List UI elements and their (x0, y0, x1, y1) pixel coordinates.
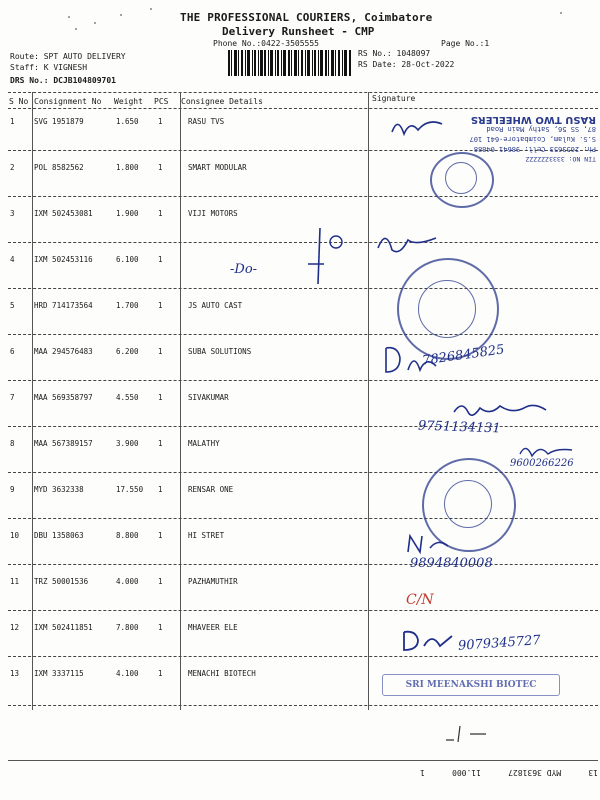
row-pcs: 1 (158, 163, 163, 172)
row-pcs: 1 (158, 623, 163, 632)
table-top-rule (8, 92, 598, 93)
column-divider (368, 92, 369, 710)
row-weight: 4.550 (116, 393, 139, 402)
row-weight: 1.900 (116, 209, 139, 218)
scan-speck (120, 14, 122, 16)
row-consignee: SIVAKUMAR (188, 393, 229, 402)
scan-speck (150, 8, 152, 10)
row-consignee: RASU TVS (188, 117, 225, 126)
footer-pcs: 1 (420, 768, 425, 778)
col-header-sno: S No (9, 97, 29, 106)
row-consignment: MYD 3632338 (34, 485, 84, 494)
row-separator (8, 334, 598, 335)
row-consignment: IXM 502453081 (34, 209, 93, 218)
signature-mark (404, 530, 454, 556)
row-separator (8, 610, 598, 611)
row-sno: 1 (10, 117, 15, 126)
row-sno: 2 (10, 163, 15, 172)
row-weight: 3.900 (116, 439, 139, 448)
document-subtitle: Delivery Runsheet - CMP (222, 25, 375, 38)
phone-number: Phone No.:0422-3505555 (213, 39, 319, 48)
row-pcs: 1 (158, 255, 163, 264)
footer-weight: 11.000 (452, 768, 481, 778)
row-consignee: MENACHI BIOTECH (188, 669, 256, 678)
row-sno: 11 (10, 577, 20, 586)
row-consignee: VIJI MOTORS (188, 209, 238, 218)
security-stamp-inner (418, 280, 476, 338)
row-separator (8, 426, 598, 427)
rs-date: RS Date: 28-Oct-2022 (358, 60, 455, 69)
page-number: Page No.:1 (441, 39, 490, 48)
row-consignment: POL 8582562 (34, 163, 84, 172)
row-consignment: DBU 1358063 (34, 531, 84, 540)
column-divider (180, 92, 181, 710)
row-sno: 13 (10, 669, 20, 678)
row-consignment: MAA 567389157 (34, 439, 93, 448)
row-weight: 8.800 (116, 531, 139, 540)
row-weight: 1.800 (116, 163, 139, 172)
col-header-signature: Signature (372, 94, 416, 103)
row-sno: 6 (10, 347, 15, 356)
stamp-address-phone: Ph: 2653653 Cell: 98641 04888 (473, 145, 596, 153)
row-separator (8, 564, 598, 565)
runsheet-barcode (228, 50, 351, 76)
row-sno: 12 (10, 623, 20, 632)
row-sno: 7 (10, 393, 15, 402)
row-separator (8, 656, 598, 657)
footer-ref: MYD 3631827 (508, 768, 562, 778)
row-consignment: IXM 502453116 (34, 255, 93, 264)
company-name-stamp: SRI MEENAKSHI BIOTEC (382, 674, 560, 696)
company-title: THE PROFESSIONAL COURIERS, Coimbatore (180, 11, 433, 24)
col-header-consignment: Consignment No (34, 97, 102, 106)
row-consignee: RENSAR ONE (188, 485, 234, 494)
row-weight: 17.550 (116, 485, 144, 494)
rs-number: RS No.: 1048097 (358, 49, 431, 58)
signature-mark (440, 722, 500, 746)
handwritten-phone: 9894840008 (410, 556, 493, 571)
row-separator (8, 705, 598, 706)
ditto-mark: -Do- (230, 262, 258, 277)
handwritten-phone: 9751134131 (417, 418, 501, 437)
stamp-address-city: S.S. Kulam, Coimbatore-641 107 (469, 135, 596, 143)
scan-speck (68, 16, 70, 18)
row-sno: 10 (10, 531, 20, 540)
row-separator (8, 380, 598, 381)
signature-mark (388, 112, 448, 142)
row-consignment: HRD 714173564 (34, 301, 93, 310)
row-pcs: 1 (158, 209, 163, 218)
row-pcs: 1 (158, 301, 163, 310)
row-pcs: 1 (158, 531, 163, 540)
row-separator (8, 472, 598, 473)
footer-count: 13 (588, 768, 598, 778)
row-weight: 1.700 (116, 301, 139, 310)
row-weight: 4.000 (116, 577, 139, 586)
row-pcs: 1 (158, 393, 163, 402)
handwritten-phone: 7826845825 (421, 342, 506, 369)
footer-rule (8, 760, 598, 761)
row-consignee: MALATHY (188, 439, 220, 448)
row-pcs: 1 (158, 669, 163, 678)
round-stamp-inner (445, 162, 477, 194)
row-consignment: TRZ 50001536 (34, 577, 89, 586)
scan-speck (560, 12, 562, 14)
stamp-tin: TIN NO: 3333ZZZZZZ (525, 155, 596, 163)
stamp-dealer-name: RASU TWO WHEELERS (470, 114, 596, 125)
signature-mark (398, 626, 458, 654)
row-sno: 4 (10, 255, 15, 264)
handwritten-phone: 9600266226 (510, 458, 574, 469)
company-stamp-inner (444, 480, 492, 528)
row-consignment: MAA 294576483 (34, 347, 93, 356)
row-weight: 6.100 (116, 255, 139, 264)
row-weight: 6.200 (116, 347, 139, 356)
stamp-address-street: 87, SS 56, Sathy Main Road (486, 125, 596, 133)
row-consignment: SVG 1951879 (34, 117, 84, 126)
row-consignee: HI STRET (188, 531, 225, 540)
scan-speck (75, 28, 77, 30)
bracket-mark (300, 224, 350, 294)
row-consignee: SMART MODULAR (188, 163, 247, 172)
row-consignee: JS AUTO CAST (188, 301, 243, 310)
row-consignee: MHAVEER ELE (188, 623, 238, 632)
row-pcs: 1 (158, 485, 163, 494)
row-sno: 3 (10, 209, 15, 218)
col-header-consignee: Consignee Details (181, 97, 263, 106)
row-sno: 5 (10, 301, 15, 310)
staff-label: Staff: K VIGNESH (10, 63, 88, 72)
row-pcs: 1 (158, 439, 163, 448)
col-header-weight: Weight (114, 97, 143, 106)
row-consignment: IXM 3337115 (34, 669, 84, 678)
handwritten-note: C/N (406, 592, 434, 608)
col-header-pcs: PCS (154, 97, 169, 106)
row-pcs: 1 (158, 577, 163, 586)
route-label: Route: SPT AUTO DELIVERY (10, 52, 126, 61)
row-consignee: PAZHAMUTHIR (188, 577, 238, 586)
row-weight: 4.100 (116, 669, 139, 678)
row-sno: 8 (10, 439, 15, 448)
row-sno: 9 (10, 485, 15, 494)
row-weight: 7.800 (116, 623, 139, 632)
footer-summary (420, 766, 598, 780)
column-divider (32, 92, 33, 710)
handwritten-phone: 9079345727 (457, 633, 542, 654)
row-separator (8, 196, 598, 197)
row-pcs: 1 (158, 347, 163, 356)
row-pcs: 1 (158, 117, 163, 126)
row-consignee: SUBA SOLUTIONS (188, 347, 252, 356)
scan-speck (94, 22, 96, 24)
drs-number: DRS No.: DCJB104809701 (10, 76, 116, 85)
row-weight: 1.650 (116, 117, 139, 126)
row-consignment: IXM 502411851 (34, 623, 93, 632)
row-consignment: MAA 569358797 (34, 393, 93, 402)
